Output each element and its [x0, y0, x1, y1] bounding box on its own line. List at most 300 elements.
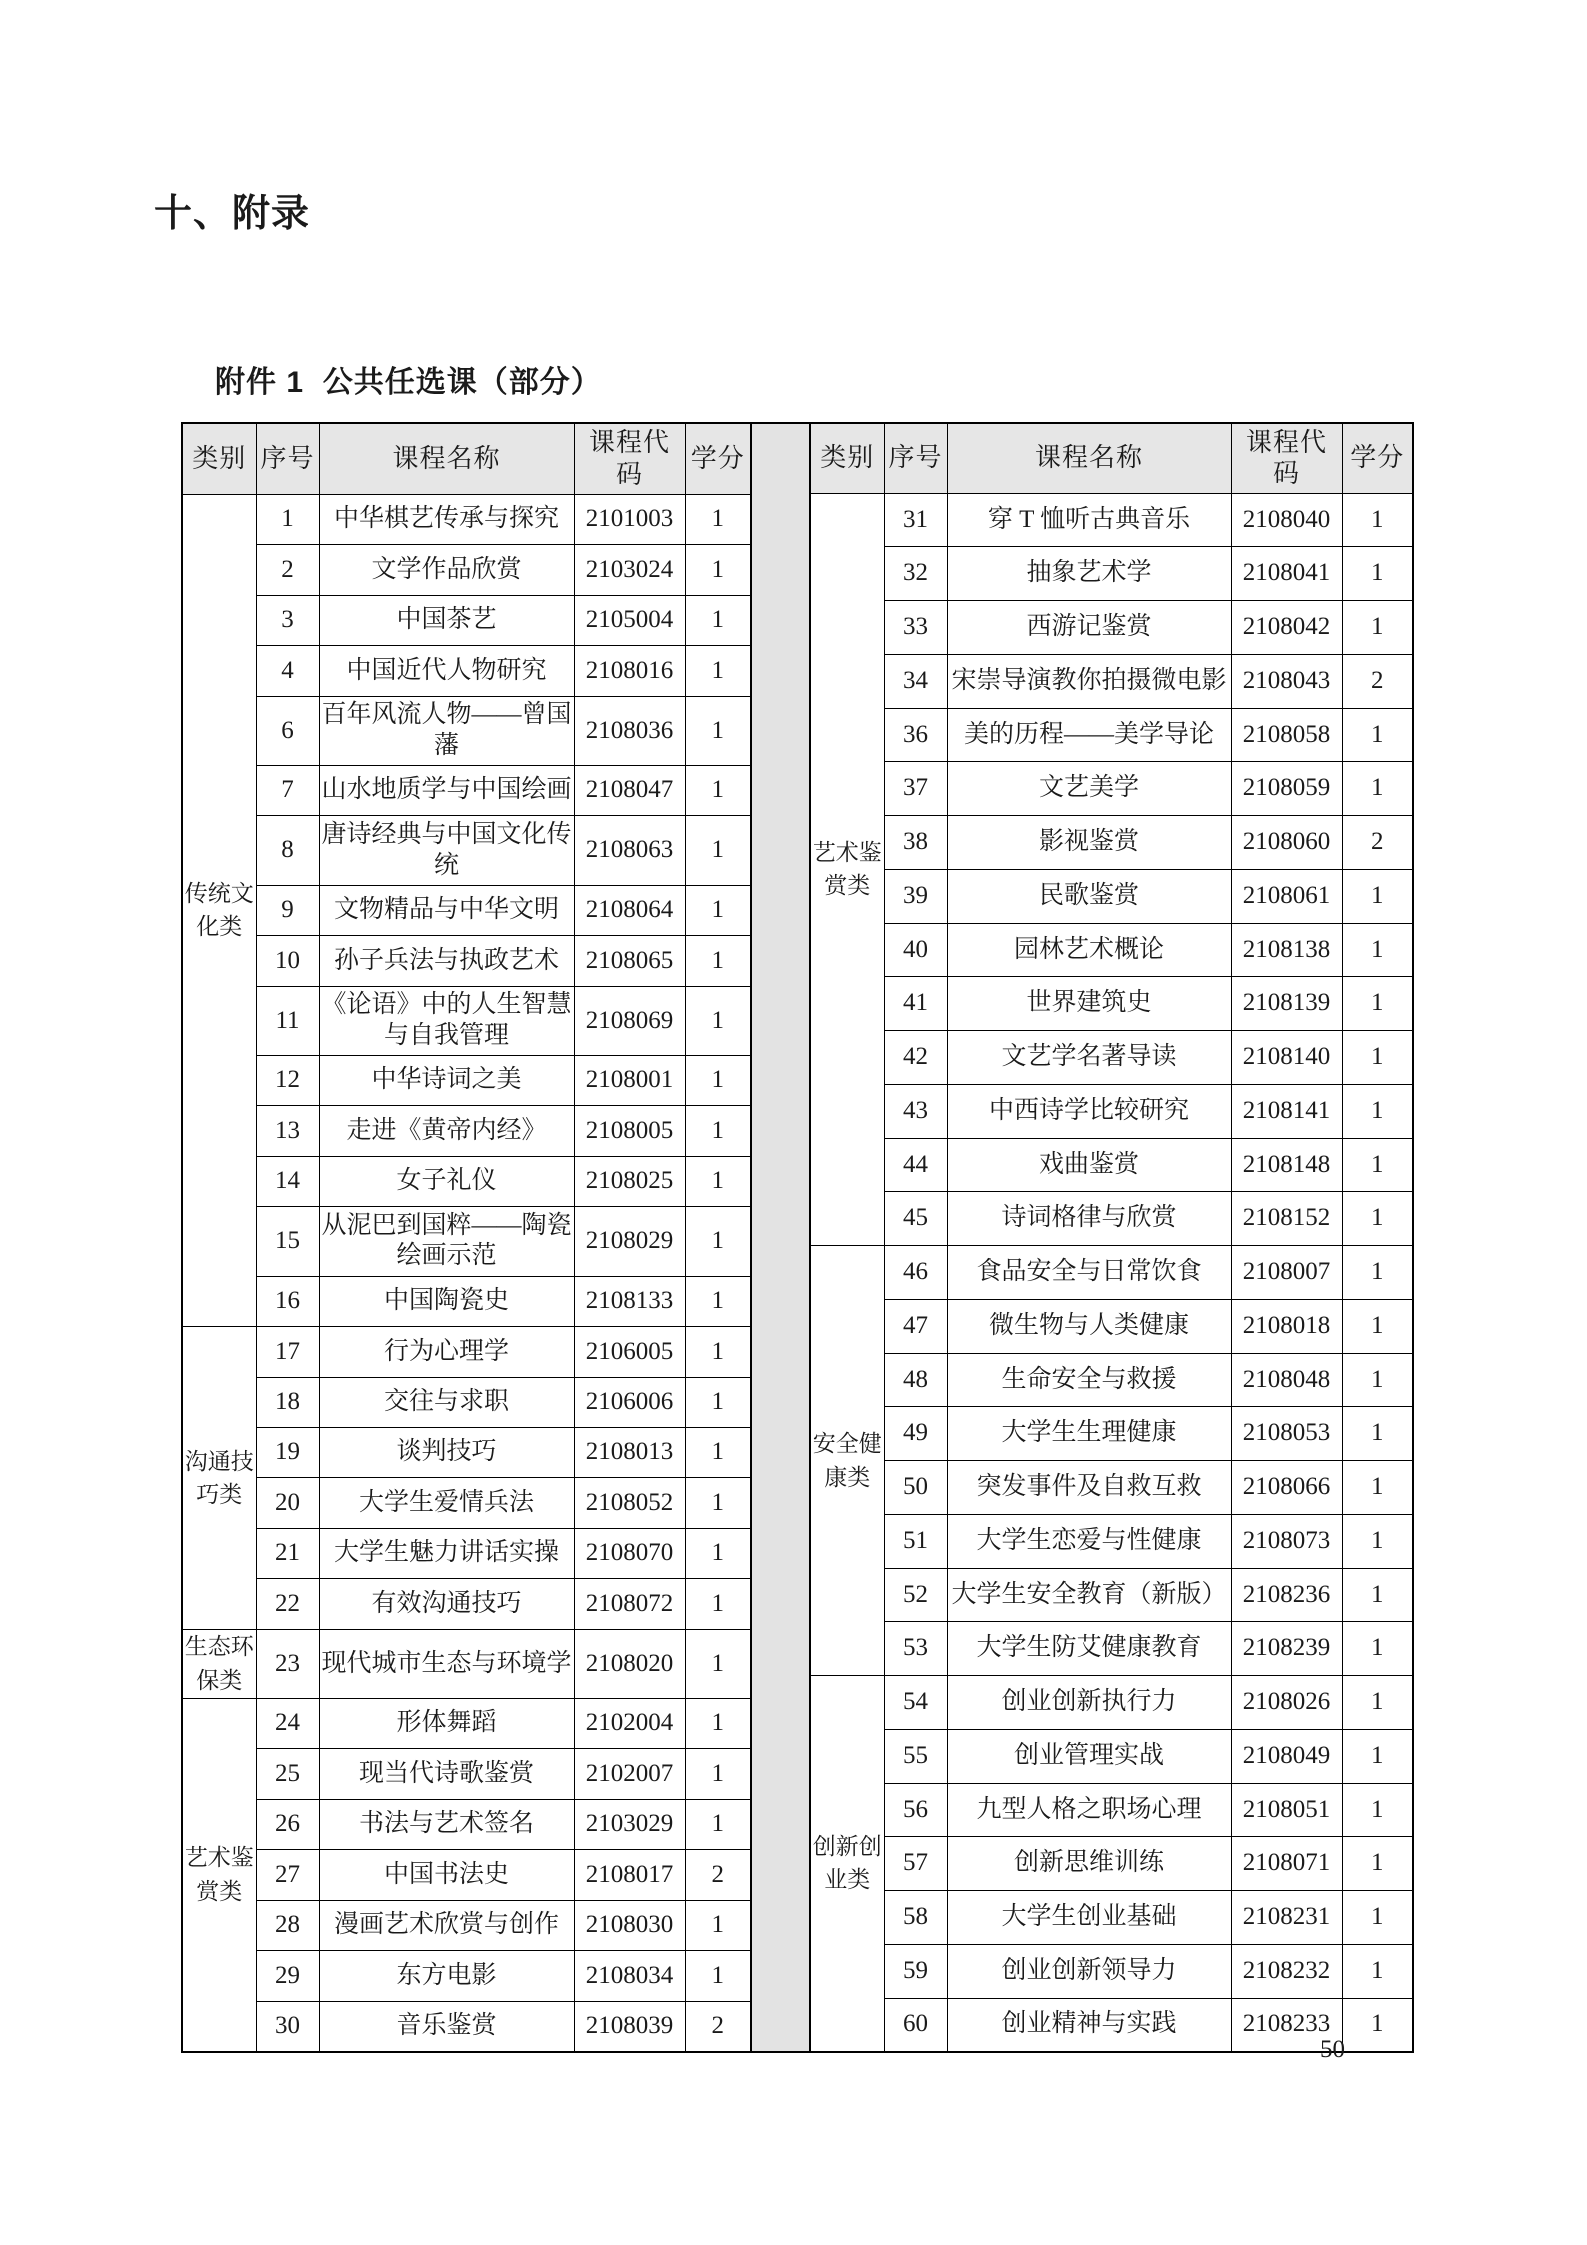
cell-course-code: 2108239 [1231, 1622, 1342, 1676]
table-row [810, 1568, 1413, 1622]
cell-no: 21 [256, 1528, 319, 1578]
cell-credit: 1 [1342, 547, 1413, 601]
cell-course-code: 2108139 [1231, 977, 1342, 1031]
cell-course-name: 戏曲鉴赏 [947, 1138, 1231, 1192]
cell-credit: 1 [1342, 1246, 1413, 1300]
cell-course-name: 创业创新执行力 [947, 1676, 1231, 1730]
cell-category: 传统文化类 [182, 494, 256, 1326]
table-header-row [182, 423, 751, 494]
cell-no: 52 [884, 1568, 947, 1622]
cell-course-code: 2108029 [574, 1207, 685, 1276]
cell-no: 19 [256, 1428, 319, 1478]
cell-no: 51 [884, 1514, 947, 1568]
cell-no: 16 [256, 1276, 319, 1326]
cell-course-code: 2103024 [574, 545, 685, 595]
cell-no: 6 [256, 696, 319, 765]
cell-category: 创新创业类 [810, 1676, 884, 2052]
cell-no: 56 [884, 1783, 947, 1837]
cell-course-name: 大学生魅力讲话实操 [319, 1528, 574, 1578]
table-row [182, 494, 751, 544]
table-row [182, 1106, 751, 1156]
cell-course-name: 民歌鉴赏 [947, 869, 1231, 923]
cell-course-name: 中国茶艺 [319, 595, 574, 645]
cell-course-name: 中国陶瓷史 [319, 1276, 574, 1326]
table-row [810, 601, 1413, 655]
cell-course-code: 2108026 [1231, 1676, 1342, 1730]
table-row [810, 1783, 1413, 1837]
cell-no: 50 [884, 1461, 947, 1515]
cell-credit: 1 [1342, 1138, 1413, 1192]
cell-no: 7 [256, 765, 319, 815]
cell-course-code: 2108053 [1231, 1407, 1342, 1461]
cell-course-name: 中西诗学比较研究 [947, 1084, 1231, 1138]
table-row [810, 1192, 1413, 1246]
cell-no: 32 [884, 547, 947, 601]
header-cell-4: 学分 [1342, 423, 1413, 493]
cell-course-code: 2108007 [1231, 1246, 1342, 1300]
cell-course-name: 走进《黄帝内经》 [319, 1106, 574, 1156]
header-cell-3: 课程代码 [1231, 423, 1342, 493]
cell-course-code: 2108034 [574, 1951, 685, 2001]
cell-credit: 1 [1342, 923, 1413, 977]
table-row [810, 1138, 1413, 1192]
cell-no: 31 [884, 493, 947, 547]
table-row [810, 1944, 1413, 1998]
table-row [182, 1207, 751, 1276]
cell-no: 4 [256, 646, 319, 696]
table-row [182, 1799, 751, 1849]
table-row [182, 936, 751, 986]
cell-credit: 1 [685, 1377, 751, 1427]
cell-no: 53 [884, 1622, 947, 1676]
cell-course-name: 文艺学名著导读 [947, 1031, 1231, 1085]
cell-course-name: 行为心理学 [319, 1327, 574, 1377]
cell-no: 41 [884, 977, 947, 1031]
cell-no: 1 [256, 494, 319, 544]
cell-course-name: 中国近代人物研究 [319, 646, 574, 696]
cell-course-code: 2108072 [574, 1579, 685, 1629]
table-row [182, 1951, 751, 2001]
cell-no: 38 [884, 816, 947, 870]
cell-no: 10 [256, 936, 319, 986]
cell-course-name: 美的历程——美学导论 [947, 708, 1231, 762]
table-row [182, 1327, 751, 1377]
cell-course-code: 2108059 [1231, 762, 1342, 816]
cell-no: 22 [256, 1579, 319, 1629]
cell-course-code: 2108141 [1231, 1084, 1342, 1138]
header-cell-2: 课程名称 [947, 423, 1231, 493]
cell-no: 58 [884, 1891, 947, 1945]
cell-course-name: 大学生生理健康 [947, 1407, 1231, 1461]
cell-credit: 2 [685, 1850, 751, 1900]
cell-no: 60 [884, 1998, 947, 2052]
table-row [810, 923, 1413, 977]
cell-credit: 1 [685, 1698, 751, 1748]
cell-credit: 1 [685, 885, 751, 935]
cell-credit: 1 [1342, 977, 1413, 1031]
cell-no: 45 [884, 1192, 947, 1246]
table-row [182, 1156, 751, 1206]
cell-no: 26 [256, 1799, 319, 1849]
cell-course-name: 大学生防艾健康教育 [947, 1622, 1231, 1676]
table-row [182, 1055, 751, 1105]
cell-credit: 1 [1342, 708, 1413, 762]
cell-no: 59 [884, 1944, 947, 1998]
cell-credit: 1 [685, 1528, 751, 1578]
cell-course-name: 食品安全与日常饮食 [947, 1246, 1231, 1300]
cell-course-name: 交往与求职 [319, 1377, 574, 1427]
cell-credit: 1 [1342, 1998, 1413, 2052]
cell-course-name: 创业精神与实践 [947, 1998, 1231, 2052]
cell-course-name: 穿 T 恤听古典音乐 [947, 493, 1231, 547]
cell-credit: 2 [685, 2001, 751, 2052]
page-title: 十、附录 [154, 193, 311, 235]
cell-course-name: 音乐鉴赏 [319, 2001, 574, 2052]
cell-course-code: 2108133 [574, 1276, 685, 1326]
course-tables [181, 422, 1414, 2053]
cell-credit: 1 [685, 1428, 751, 1478]
cell-no: 44 [884, 1138, 947, 1192]
cell-course-name: 世界建筑史 [947, 977, 1231, 1031]
table-row [810, 1353, 1413, 1407]
header-cell-1: 序号 [884, 423, 947, 493]
table-row [810, 493, 1413, 547]
table-row [182, 1478, 751, 1528]
course-table-right-body [810, 423, 1413, 2052]
cell-no: 54 [884, 1676, 947, 1730]
cell-credit: 1 [685, 1478, 751, 1528]
table-row [182, 1900, 751, 1950]
cell-course-code: 2108048 [1231, 1353, 1342, 1407]
cell-course-code: 2108070 [574, 1528, 685, 1578]
cell-course-code: 2108042 [1231, 601, 1342, 655]
cell-credit: 1 [1342, 762, 1413, 816]
cell-course-name: 大学生爱情兵法 [319, 1478, 574, 1528]
cell-course-name: 中国书法史 [319, 1850, 574, 1900]
cell-no: 25 [256, 1749, 319, 1799]
cell-course-name: 微生物与人类健康 [947, 1299, 1231, 1353]
cell-no: 9 [256, 885, 319, 935]
cell-credit: 1 [685, 1207, 751, 1276]
cell-no: 27 [256, 1850, 319, 1900]
table-row [810, 1729, 1413, 1783]
cell-no: 49 [884, 1407, 947, 1461]
cell-course-code: 2108020 [574, 1629, 685, 1698]
cell-course-name: 从泥巴到国粹——陶瓷绘画示范 [319, 1207, 574, 1276]
cell-course-code: 2108017 [574, 1850, 685, 1900]
table-row [810, 654, 1413, 708]
cell-course-name: 漫画艺术欣赏与创作 [319, 1900, 574, 1950]
table-row [810, 977, 1413, 1031]
header-cell-1: 序号 [256, 423, 319, 494]
cell-credit: 1 [685, 1951, 751, 2001]
cell-course-name: 大学生恋爱与性健康 [947, 1514, 1231, 1568]
cell-course-code: 2108013 [574, 1428, 685, 1478]
cell-credit: 1 [685, 986, 751, 1055]
table-row [810, 1084, 1413, 1138]
table-row [810, 1461, 1413, 1515]
cell-course-code: 2108016 [574, 646, 685, 696]
cell-course-name: 大学生安全教育（新版） [947, 1568, 1231, 1622]
cell-course-name: 东方电影 [319, 1951, 574, 2001]
course-table-left [181, 422, 752, 2053]
cell-course-code: 2108069 [574, 986, 685, 1055]
table-row [810, 762, 1413, 816]
cell-credit: 1 [1342, 1891, 1413, 1945]
cell-course-code: 2108232 [1231, 1944, 1342, 1998]
cell-credit: 1 [1342, 1084, 1413, 1138]
cell-credit: 1 [1342, 1192, 1413, 1246]
cell-course-code: 2108041 [1231, 547, 1342, 601]
cell-course-name: 创业创新领导力 [947, 1944, 1231, 1998]
cell-credit: 1 [685, 1799, 751, 1849]
cell-credit: 1 [1342, 493, 1413, 547]
cell-course-code: 2108063 [574, 816, 685, 885]
cell-course-code: 2108058 [1231, 708, 1342, 762]
cell-course-name: 诗词格律与欣赏 [947, 1192, 1231, 1246]
cell-course-code: 2108065 [574, 936, 685, 986]
table-row [182, 545, 751, 595]
cell-no: 33 [884, 601, 947, 655]
cell-no: 55 [884, 1729, 947, 1783]
table-row [182, 595, 751, 645]
table-row [810, 869, 1413, 923]
cell-no: 17 [256, 1327, 319, 1377]
cell-credit: 1 [1342, 1031, 1413, 1085]
cell-course-code: 2105004 [574, 595, 685, 645]
cell-no: 40 [884, 923, 947, 977]
cell-course-name: 唐诗经典与中国文化传统 [319, 816, 574, 885]
cell-course-name: 谈判技巧 [319, 1428, 574, 1478]
cell-course-name: 文艺美学 [947, 762, 1231, 816]
cell-no: 37 [884, 762, 947, 816]
table-row [810, 1514, 1413, 1568]
cell-course-code: 2108005 [574, 1106, 685, 1156]
table-row [182, 1629, 751, 1698]
cell-credit: 1 [685, 494, 751, 544]
table-row [810, 708, 1413, 762]
cell-no: 43 [884, 1084, 947, 1138]
header-cell-2: 课程名称 [319, 423, 574, 494]
cell-no: 42 [884, 1031, 947, 1085]
cell-course-name: 宋崇导演教你拍摄微电影 [947, 654, 1231, 708]
cell-course-name: 女子礼仪 [319, 1156, 574, 1206]
table-row [182, 1749, 751, 1799]
table-row [810, 1031, 1413, 1085]
cell-no: 48 [884, 1353, 947, 1407]
cell-credit: 1 [1342, 1837, 1413, 1891]
header-cell-3: 课程代码 [574, 423, 685, 494]
table-row [810, 1299, 1413, 1353]
cell-credit: 1 [685, 1629, 751, 1698]
cell-course-name: 《论语》中的人生智慧与自我管理 [319, 986, 574, 1055]
cell-course-name: 形体舞蹈 [319, 1698, 574, 1748]
cell-course-name: 抽象艺术学 [947, 547, 1231, 601]
table-row [182, 1850, 751, 1900]
cell-course-code: 2108018 [1231, 1299, 1342, 1353]
cell-credit: 1 [1342, 1407, 1413, 1461]
cell-credit: 1 [1342, 869, 1413, 923]
cell-course-code: 2108047 [574, 765, 685, 815]
cell-credit: 1 [1342, 1944, 1413, 1998]
cell-no: 13 [256, 1106, 319, 1156]
cell-no: 57 [884, 1837, 947, 1891]
cell-credit: 1 [685, 696, 751, 765]
table-row [810, 1622, 1413, 1676]
table-row [810, 816, 1413, 870]
cell-credit: 1 [1342, 1568, 1413, 1622]
cell-course-code: 2106005 [574, 1327, 685, 1377]
cell-category: 沟通技巧类 [182, 1327, 256, 1630]
cell-credit: 1 [685, 646, 751, 696]
table-row [810, 1837, 1413, 1891]
cell-credit: 1 [685, 595, 751, 645]
cell-course-code: 2108043 [1231, 654, 1342, 708]
header-cell-0: 类别 [182, 423, 256, 494]
cell-no: 12 [256, 1055, 319, 1105]
cell-credit: 1 [1342, 1299, 1413, 1353]
cell-credit: 1 [685, 1900, 751, 1950]
cell-course-code: 2108073 [1231, 1514, 1342, 1568]
header-cell-4: 学分 [685, 423, 751, 494]
cell-course-code: 2108236 [1231, 1568, 1342, 1622]
cell-course-name: 突发事件及自救互救 [947, 1461, 1231, 1515]
cell-course-code: 2108071 [1231, 1837, 1342, 1891]
cell-credit: 1 [685, 1055, 751, 1105]
cell-course-code: 2108140 [1231, 1031, 1342, 1085]
cell-credit: 2 [1342, 816, 1413, 870]
table-row [182, 1698, 751, 1748]
cell-no: 36 [884, 708, 947, 762]
cell-no: 34 [884, 654, 947, 708]
cell-credit: 1 [685, 1327, 751, 1377]
table-row [182, 646, 751, 696]
cell-credit: 1 [1342, 1622, 1413, 1676]
table-row [182, 696, 751, 765]
cell-course-name: 大学生创业基础 [947, 1891, 1231, 1945]
table-row [182, 885, 751, 935]
cell-course-name: 生命安全与救援 [947, 1353, 1231, 1407]
cell-credit: 1 [685, 1749, 751, 1799]
cell-credit: 1 [1342, 1783, 1413, 1837]
cell-course-code: 2108039 [574, 2001, 685, 2052]
cell-credit: 1 [685, 1156, 751, 1206]
cell-course-code: 2108030 [574, 1900, 685, 1950]
cell-course-name: 现当代诗歌鉴赏 [319, 1749, 574, 1799]
cell-credit: 1 [685, 765, 751, 815]
cell-course-name: 有效沟通技巧 [319, 1579, 574, 1629]
table-row [182, 986, 751, 1055]
cell-credit: 1 [1342, 1461, 1413, 1515]
page-number: 50 [1320, 2036, 1345, 2063]
cell-course-name: 九型人格之职场心理 [947, 1783, 1231, 1837]
cell-course-code: 2108049 [1231, 1729, 1342, 1783]
cell-no: 15 [256, 1207, 319, 1276]
table-row [182, 1428, 751, 1478]
cell-no: 47 [884, 1299, 947, 1353]
table-row [182, 765, 751, 815]
cell-credit: 1 [685, 545, 751, 595]
cell-no: 39 [884, 869, 947, 923]
table-row [182, 1377, 751, 1427]
cell-credit: 1 [1342, 1676, 1413, 1730]
cell-course-code: 2108025 [574, 1156, 685, 1206]
cell-course-name: 影视鉴赏 [947, 816, 1231, 870]
cell-no: 18 [256, 1377, 319, 1427]
cell-credit: 1 [1342, 601, 1413, 655]
cell-course-name: 文物精品与中华文明 [319, 885, 574, 935]
cell-course-code: 2103029 [574, 1799, 685, 1849]
cell-course-name: 书法与艺术签名 [319, 1799, 574, 1849]
cell-course-code: 2106006 [574, 1377, 685, 1427]
cell-credit: 1 [685, 936, 751, 986]
cell-credit: 1 [685, 1106, 751, 1156]
cell-credit: 2 [1342, 654, 1413, 708]
cell-course-name: 园林艺术概论 [947, 923, 1231, 977]
cell-course-code: 2108233 [1231, 1998, 1342, 2052]
cell-no: 8 [256, 816, 319, 885]
cell-course-name: 文学作品欣赏 [319, 545, 574, 595]
cell-no: 23 [256, 1629, 319, 1698]
cell-no: 20 [256, 1478, 319, 1528]
cell-credit: 1 [685, 1276, 751, 1326]
cell-no: 30 [256, 2001, 319, 2052]
table-row [810, 1676, 1413, 1730]
cell-no: 2 [256, 545, 319, 595]
cell-category: 安全健康类 [810, 1246, 884, 1676]
cell-no: 46 [884, 1246, 947, 1300]
cell-course-code: 2108148 [1231, 1138, 1342, 1192]
cell-no: 29 [256, 1951, 319, 2001]
table-row [810, 547, 1413, 601]
cell-course-code: 2108064 [574, 885, 685, 935]
cell-course-name: 山水地质学与中国绘画 [319, 765, 574, 815]
cell-course-code: 2108066 [1231, 1461, 1342, 1515]
cell-credit: 1 [1342, 1353, 1413, 1407]
cell-category: 艺术鉴赏类 [810, 493, 884, 1246]
cell-credit: 1 [1342, 1514, 1413, 1568]
cell-course-code: 2108060 [1231, 816, 1342, 870]
table-row [810, 1246, 1413, 1300]
cell-no: 11 [256, 986, 319, 1055]
cell-course-code: 2108152 [1231, 1192, 1342, 1246]
cell-course-name: 创业管理实战 [947, 1729, 1231, 1783]
cell-no: 28 [256, 1900, 319, 1950]
cell-course-code: 2102007 [574, 1749, 685, 1799]
cell-course-name: 百年风流人物——曾国藩 [319, 696, 574, 765]
cell-credit: 1 [685, 1579, 751, 1629]
table-row [182, 1579, 751, 1629]
table-row [182, 2001, 751, 2052]
cell-no: 24 [256, 1698, 319, 1748]
cell-course-code: 2108051 [1231, 1783, 1342, 1837]
cell-course-name: 孙子兵法与执政艺术 [319, 936, 574, 986]
table-row [182, 1528, 751, 1578]
cell-course-code: 2108138 [1231, 923, 1342, 977]
cell-course-name: 中华棋艺传承与探究 [319, 494, 574, 544]
table-row [810, 1891, 1413, 1945]
attachment-subtitle: 附件 1 公共任选课（部分） [215, 366, 602, 399]
cell-course-code: 2108231 [1231, 1891, 1342, 1945]
cell-no: 3 [256, 595, 319, 645]
cell-course-code: 2108001 [574, 1055, 685, 1105]
table-row [182, 1276, 751, 1326]
cell-course-code: 2101003 [574, 494, 685, 544]
table-spacer [752, 422, 809, 2053]
cell-credit: 1 [685, 816, 751, 885]
cell-course-name: 中华诗词之美 [319, 1055, 574, 1105]
cell-course-name: 创新思维训练 [947, 1837, 1231, 1891]
